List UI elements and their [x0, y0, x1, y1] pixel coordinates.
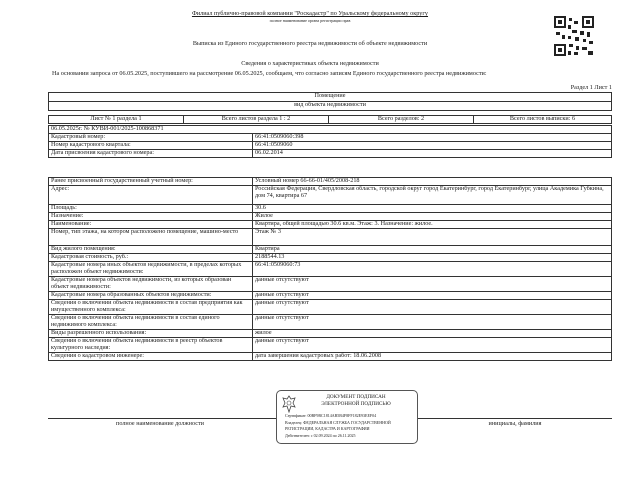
object-kind-caption: вид объекта недвижимости	[49, 102, 612, 111]
row-label: Кадастровая стоимость, руб.:	[49, 254, 253, 262]
row-label: Дата присвоения кадастрового номера:	[49, 150, 253, 158]
initials-caption: инициалы, фамилия	[488, 420, 542, 427]
row-value: данные отсутствуют	[253, 277, 612, 292]
qr-code	[554, 16, 594, 56]
row-value: жилое	[253, 330, 612, 338]
row-value: Этаж № 3	[253, 229, 612, 246]
row-value: данные отсутствуют	[253, 292, 612, 300]
table-row	[49, 186, 612, 205]
row-label: Назначение:	[49, 213, 253, 221]
row-label: Сведения о включении объекта недвижимости в состав единого недвижимого комплекса:	[49, 315, 253, 330]
table-row	[49, 150, 612, 158]
sheets-row	[48, 115, 612, 124]
object-kind-block	[48, 92, 612, 111]
row-label: Сведения о включении объекта недвижимости в реестр объектов культурного наследия:	[49, 338, 253, 353]
row-label: Ранее присвоенный государственный учетный номер:	[49, 178, 253, 186]
table-row	[49, 134, 612, 142]
row-value: 2188544.13	[253, 254, 612, 262]
row-value: 66:41:0509060:73	[253, 262, 612, 277]
stamp-validity: Действителен: с 02.09.2024 по 26.11.2025	[285, 433, 356, 438]
row-label: Кадастровый номер:	[49, 134, 253, 142]
row-value: данные отсутствуют	[253, 300, 612, 315]
row-value: Квартира, общей площадью 30.6 кв.м. Этаж: 3. Назначение: жилое.	[253, 221, 612, 229]
sheet-number: Лист № 1 раздела 1	[49, 116, 184, 124]
row-label: Сведения о кадастровом инженере:	[49, 353, 253, 361]
row-value: дата завершения кадастровых работ: 18.06.2008	[253, 353, 612, 361]
row-value: 66:41:0509060	[253, 142, 612, 150]
stamp-line2: ЭЛЕКТРОННОЙ ПОДПИСЬЮ	[321, 401, 391, 407]
stamp-line1: ДОКУМЕНТ ПОДПИСАН	[326, 394, 386, 400]
row-value: данные отсутствуют	[253, 338, 612, 353]
row-label: Сведения о включении объекта недвижимости в состав предприятия как имущественного комплекса:	[49, 300, 253, 315]
row-label: Номер, тип этажа, на котором расположено помещение, машино-место	[49, 229, 253, 246]
row-value: 06.02.2014	[253, 150, 612, 158]
position-caption: полное наименование должности	[116, 420, 204, 427]
row-label: Номер кадастрового квартала:	[49, 142, 253, 150]
sections-total: Всего разделов: 2	[329, 116, 474, 124]
row-label: Кадастровые номера иных объектов недвижимости, в пределах которых расположен объект недвижимости:	[49, 262, 253, 277]
stamp-owner: Владелец: ФЕДЕРАЛЬНАЯ СЛУЖБА ГОСУДАРСТВЕННОЙ	[285, 420, 391, 425]
sheets-in-section: Всего листов раздела 1 : 2	[184, 116, 329, 124]
row-label: Кадастровые номера объектов недвижимости, из которых образован объект недвижимости:	[49, 277, 253, 292]
row-label: Кадастровые номера образованных объектов недвижимости:	[49, 292, 253, 300]
table-row	[49, 353, 612, 361]
row-label: Площадь:	[49, 205, 253, 213]
row-value: 30.6	[253, 205, 612, 213]
table-row	[49, 315, 612, 330]
branch-name: Филиал публично-правовой компании "Роскадастр" по Уральскому федеральному округу	[191, 10, 429, 17]
stamp-certificate: Сертификат: 00BF9BC1814AB5B4F8FF182E93EEF04	[285, 413, 377, 418]
stamp-owner-2: РЕГИСТРАЦИИ, КАДАСТРА И КАРТОГРАФИИ	[285, 426, 370, 431]
row-label: Вид жилого помещения:	[49, 246, 253, 254]
row-value: Условный номер 66-66-01/405/2008-218	[253, 178, 612, 186]
row-value: Квартира	[253, 246, 612, 254]
table-row	[49, 277, 612, 292]
branch-subcaption: полное наименование органа регистрации прав	[269, 18, 351, 23]
document-title: Выписка из Единого государственного реестра недвижимости об объекте недвижимости	[192, 40, 428, 47]
row-label: Виды разрешенного использования:	[49, 330, 253, 338]
table-row	[49, 229, 612, 246]
extract-sheets-total: Всего листов выписки: 6	[474, 116, 612, 124]
section-title: Сведения о характеристиках объекта недвижимости	[241, 60, 379, 67]
table-row	[49, 246, 612, 254]
row-value: Российская Федерация, Свердловская область, городской округ город Екатеринбург, город Екатеринбург, улица Академика Губкина, дом 74, квартира 67	[253, 186, 612, 205]
table-row	[49, 205, 612, 213]
row-value: Жилое	[253, 213, 612, 221]
request-basis: На основании запроса от 06.05.2025, поступившего на рассмотрение 06.05.2025, сообщаем, что согласно записям Единого государственного реестра недвижимости:	[52, 70, 487, 77]
table-row	[49, 338, 612, 353]
row-label: Адрес:	[49, 186, 253, 205]
object-kind: Помещение	[49, 93, 612, 102]
row-value: данные отсутствуют	[253, 315, 612, 330]
table-row	[49, 262, 612, 277]
row-value: 66:41:0509060:398	[253, 134, 612, 142]
section-page: Раздел 1 Лист 1	[570, 84, 612, 91]
characteristics-table	[48, 177, 612, 361]
row-label: Наименование:	[49, 221, 253, 229]
electronic-signature-stamp	[276, 390, 418, 444]
extract-number: 06.05.2025г. № КУВИ-001/2025-100868371	[49, 126, 612, 134]
coat-of-arms-icon	[281, 395, 297, 413]
cadastral-info-table	[48, 125, 612, 158]
table-row	[49, 300, 612, 315]
